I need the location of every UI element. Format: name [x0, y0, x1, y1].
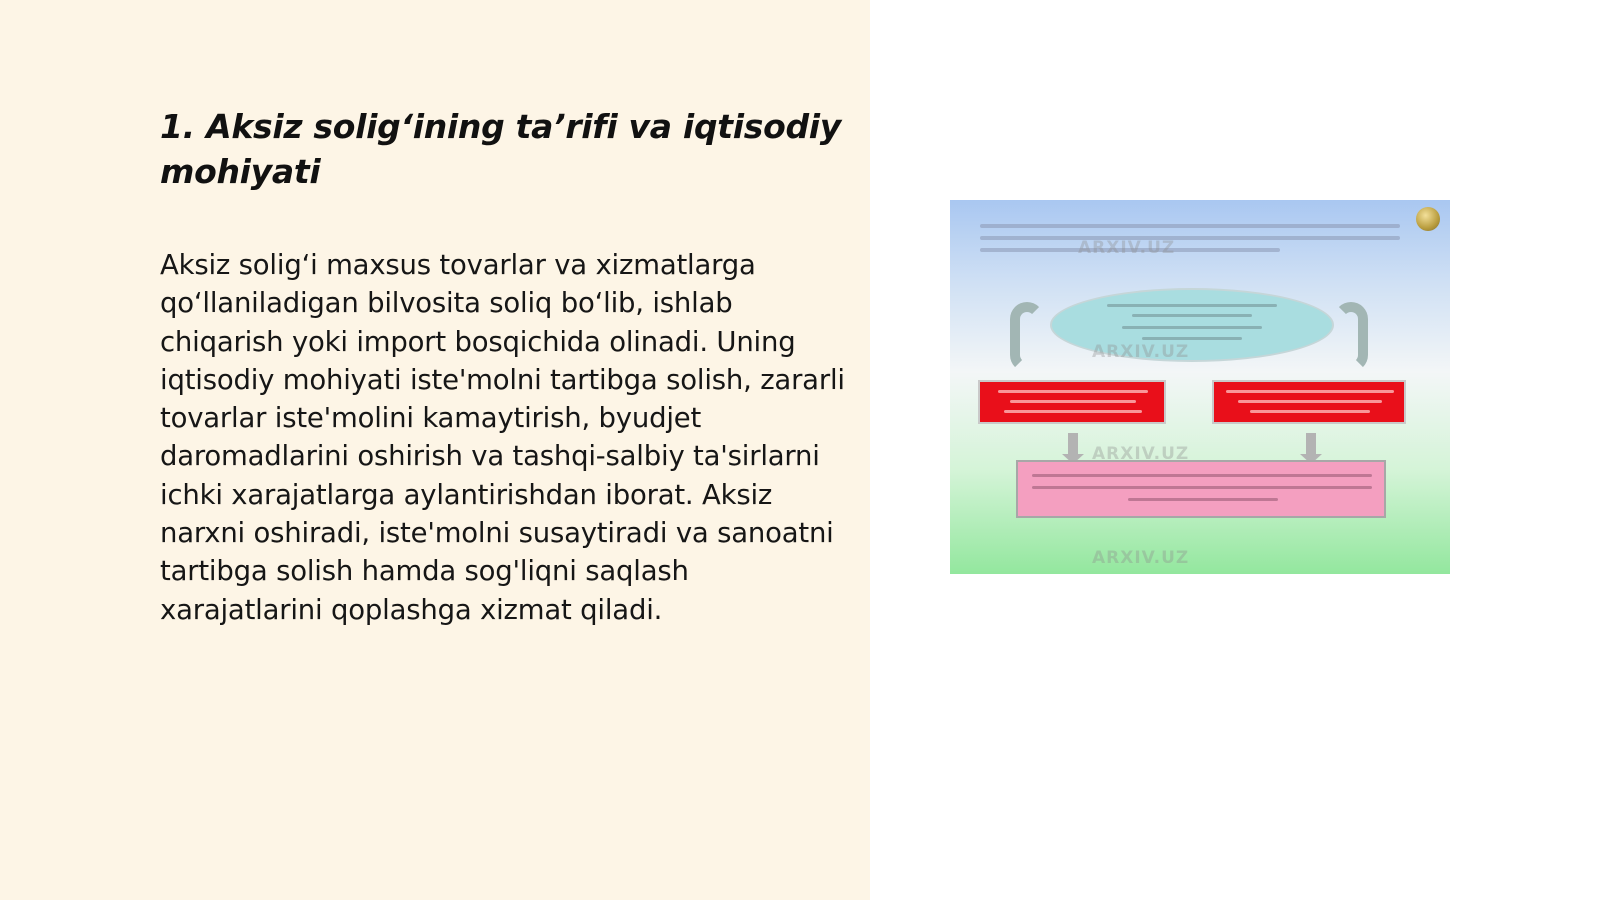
diagram-pink-box — [1016, 460, 1386, 518]
slide-body-text: Aksiz solig‘i maxsus tovarlar va xizmatlarga qo‘llaniladigan bilvosita soliq bo‘lib, ishlab chiqarish yoki import bosqichida olinadi. Uning iqtisodiy mohiyati iste'molni tartibga solish, zararli tovarlar iste'molini kamaytirish, byudjet daromadlarini oshirish va tashqi-salbiy ta'sirlarni ichki xarajatlarga aylantirishdan iborat. Aksiz narxni oshiradi, iste'molni susaytiradi va sanoatni tartibga solish hamda sog'liqni saqlash xarajatlarini qoplashga xizmat qiladi. — [160, 249, 845, 626]
watermark: ARXIV.UZ — [1092, 444, 1190, 464]
diagram-image — [950, 200, 1450, 574]
diagram-header-line — [980, 236, 1400, 240]
diagram-header-line — [980, 224, 1400, 228]
diagram-red-box-left — [978, 380, 1166, 424]
watermark: ARXIV.UZ — [1078, 238, 1176, 258]
watermark: ARXIV.UZ — [1092, 548, 1190, 568]
curved-arrow-right-icon — [1334, 302, 1368, 372]
down-arrow-icon — [1306, 433, 1316, 455]
down-arrow-icon — [1068, 433, 1078, 455]
slide-title: 1. Aksiz solig‘ining ta’rifi va iqtisodiy mohiyati — [160, 107, 842, 191]
curved-arrow-left-icon — [1010, 302, 1044, 372]
diagram-red-box-right — [1212, 380, 1406, 424]
logo-badge-icon — [1416, 207, 1440, 231]
watermark: ARXIV.UZ — [1092, 342, 1190, 362]
